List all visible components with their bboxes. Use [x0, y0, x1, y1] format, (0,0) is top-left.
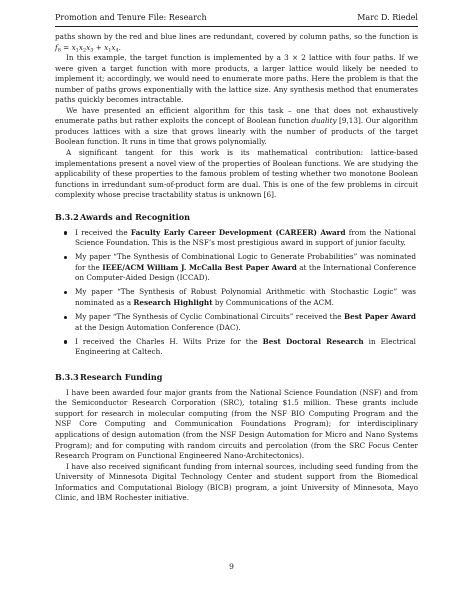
award-item	[55, 252, 418, 284]
award-text: I received the Charles H. Wilts Prize for the	[75, 336, 263, 346]
intro-paragraph	[55, 32, 418, 53]
award-name: Best Doctoral Research	[262, 336, 364, 346]
formula-lhs-sub: 8	[57, 47, 61, 54]
formula-var: x	[78, 42, 83, 52]
funding-paragraph-internal: I have also received significant funding from internal sources, including seed funding from the University of Minnesota Digital Technology Center and student support from the Biomedical Informatics and Computational Biology (BICB) program, a joint University of Minnesota, Mayo Clinic, and IBM Rochester initiative.	[55, 461, 418, 503]
formula-lhs-var: f	[55, 42, 58, 52]
section-title: Research Funding	[80, 371, 163, 382]
award-text-rest: in Electrical Engineering at Caltech.	[75, 336, 416, 357]
award-name: Best Paper Award	[343, 312, 416, 322]
award-item	[55, 287, 418, 308]
formula-equals: =	[60, 42, 72, 52]
award-item	[55, 337, 418, 358]
formula-var: x	[104, 42, 109, 52]
award-name: IEEE/ACM William J. McCalla Best Paper Award	[102, 262, 297, 272]
bullet-icon	[64, 340, 67, 343]
formula	[55, 43, 121, 52]
award-item	[55, 312, 418, 333]
running-header	[55, 12, 418, 24]
award-item	[55, 228, 418, 249]
formula-plus: +	[93, 42, 105, 52]
header-author: Marc D. Riedel	[357, 13, 418, 22]
page-body	[55, 32, 418, 504]
header-title: Promotion and Tenure File: Research	[55, 13, 207, 22]
bullet-icon	[64, 316, 67, 319]
awards-heading	[55, 212, 418, 223]
awards-list	[55, 228, 418, 358]
funding-paragraph: I have been awarded four major grants from the National Science Foundation (NSF) and from the Semiconductor Research Corporation (SRC), totaling $1.5 million. These grants include support for research in molecular computing (from the NSF BIO Computing Program and the NSF Core Computing and Communication Foundations Program); for interdisciplinary applications of design automation (from the NSF Design Automation for Micro and Nano Systems Program); and for computing with random circuits and percolation (from the SRC Focus Center Research Program on Functional Engineered Nano-Architectonics).	[55, 387, 418, 461]
award-text-rest: by Communications of the ACM.	[212, 298, 334, 308]
award-name: Research Highlight	[133, 298, 213, 308]
algorithm-text: We have presented an efficient algorithm for this task – one that does not exhaustively enumerate paths but rather exploits the concept of Boolean function	[55, 105, 418, 126]
award-text: My paper “The Synthesis of Cyclic Combinational Circuits” received the	[75, 312, 344, 322]
formula-sub: 3	[90, 47, 94, 54]
lattice-paragraph: In this example, the target function is implemented by a 3 × 2 lattice with four paths. If we were given a target function with more products, a larger lattice would likely be needed to implement it; accordingly, we would need to enumerate more paths. Here the problem is that the number of paths grows exponentially with the lattice size. Any synthesis method that enumerates paths quickly becomes intractable.	[55, 53, 418, 105]
award-text-rest: at the Design Automation Conference (DAC).	[75, 322, 241, 332]
funding-heading	[55, 372, 418, 383]
header-rule	[55, 26, 418, 27]
intro-text: paths shown by the red and blue lines are redundant, covered by column paths, so the function is	[55, 32, 418, 41]
algorithm-paragraph	[55, 106, 418, 148]
formula-period: .	[118, 42, 121, 52]
tangent-paragraph: A significant tangent for this work is its mathematical contribution: lattice-based implementations present a novel view of the properties of Boolean functions. We are studying the applicability of these properties to the famous problem of testing whether two monotone Boolean functions in irredundant sum-of-product form are dual. This is one of the few problems in circuit complexity whose precise tractability status is unknown [6].	[55, 148, 418, 200]
bullet-icon	[64, 231, 67, 234]
award-text: I received the	[75, 227, 131, 237]
formula-var: x	[71, 42, 76, 52]
formula-sub: 4	[115, 47, 119, 54]
formula-sub: 1	[75, 47, 79, 54]
duality-term: duality	[311, 116, 337, 126]
section-title: Awards and Recognition	[80, 211, 190, 222]
section-number: B.3.3	[55, 371, 79, 382]
page-number: 9	[229, 562, 234, 571]
bullet-icon	[64, 291, 67, 294]
bullet-icon	[64, 256, 67, 259]
formula-sub: 2	[82, 47, 87, 54]
algorithm-text-rest: [9,13]. Our algorithm produces lattices with a size that grows linearly with the number of products of the target Boolean function. It runs in time that grows polynomially.	[55, 116, 418, 147]
award-text: My paper “The Synthesis of Robust Polynomial Arithmetic with Stochastic Logic” was nominated as a	[75, 287, 416, 308]
formula-sub: 1	[108, 47, 112, 54]
section-number: B.3.2	[55, 211, 79, 222]
formula-var: x	[111, 42, 116, 52]
award-text-rest: at the International Conference on Computer-Aided Design (ICCAD).	[75, 262, 417, 283]
formula-var: x	[86, 42, 91, 52]
award-name: Faculty Early Career Development (CAREER) Award	[130, 227, 346, 237]
award-text: My paper “The Synthesis of Combinational Logic to Generate Probabilities” was nominated for the	[75, 252, 416, 272]
award-text-rest: from the National Science Foundation. This is the NSF’s most prestigious award in support of junior faculty.	[75, 227, 417, 248]
